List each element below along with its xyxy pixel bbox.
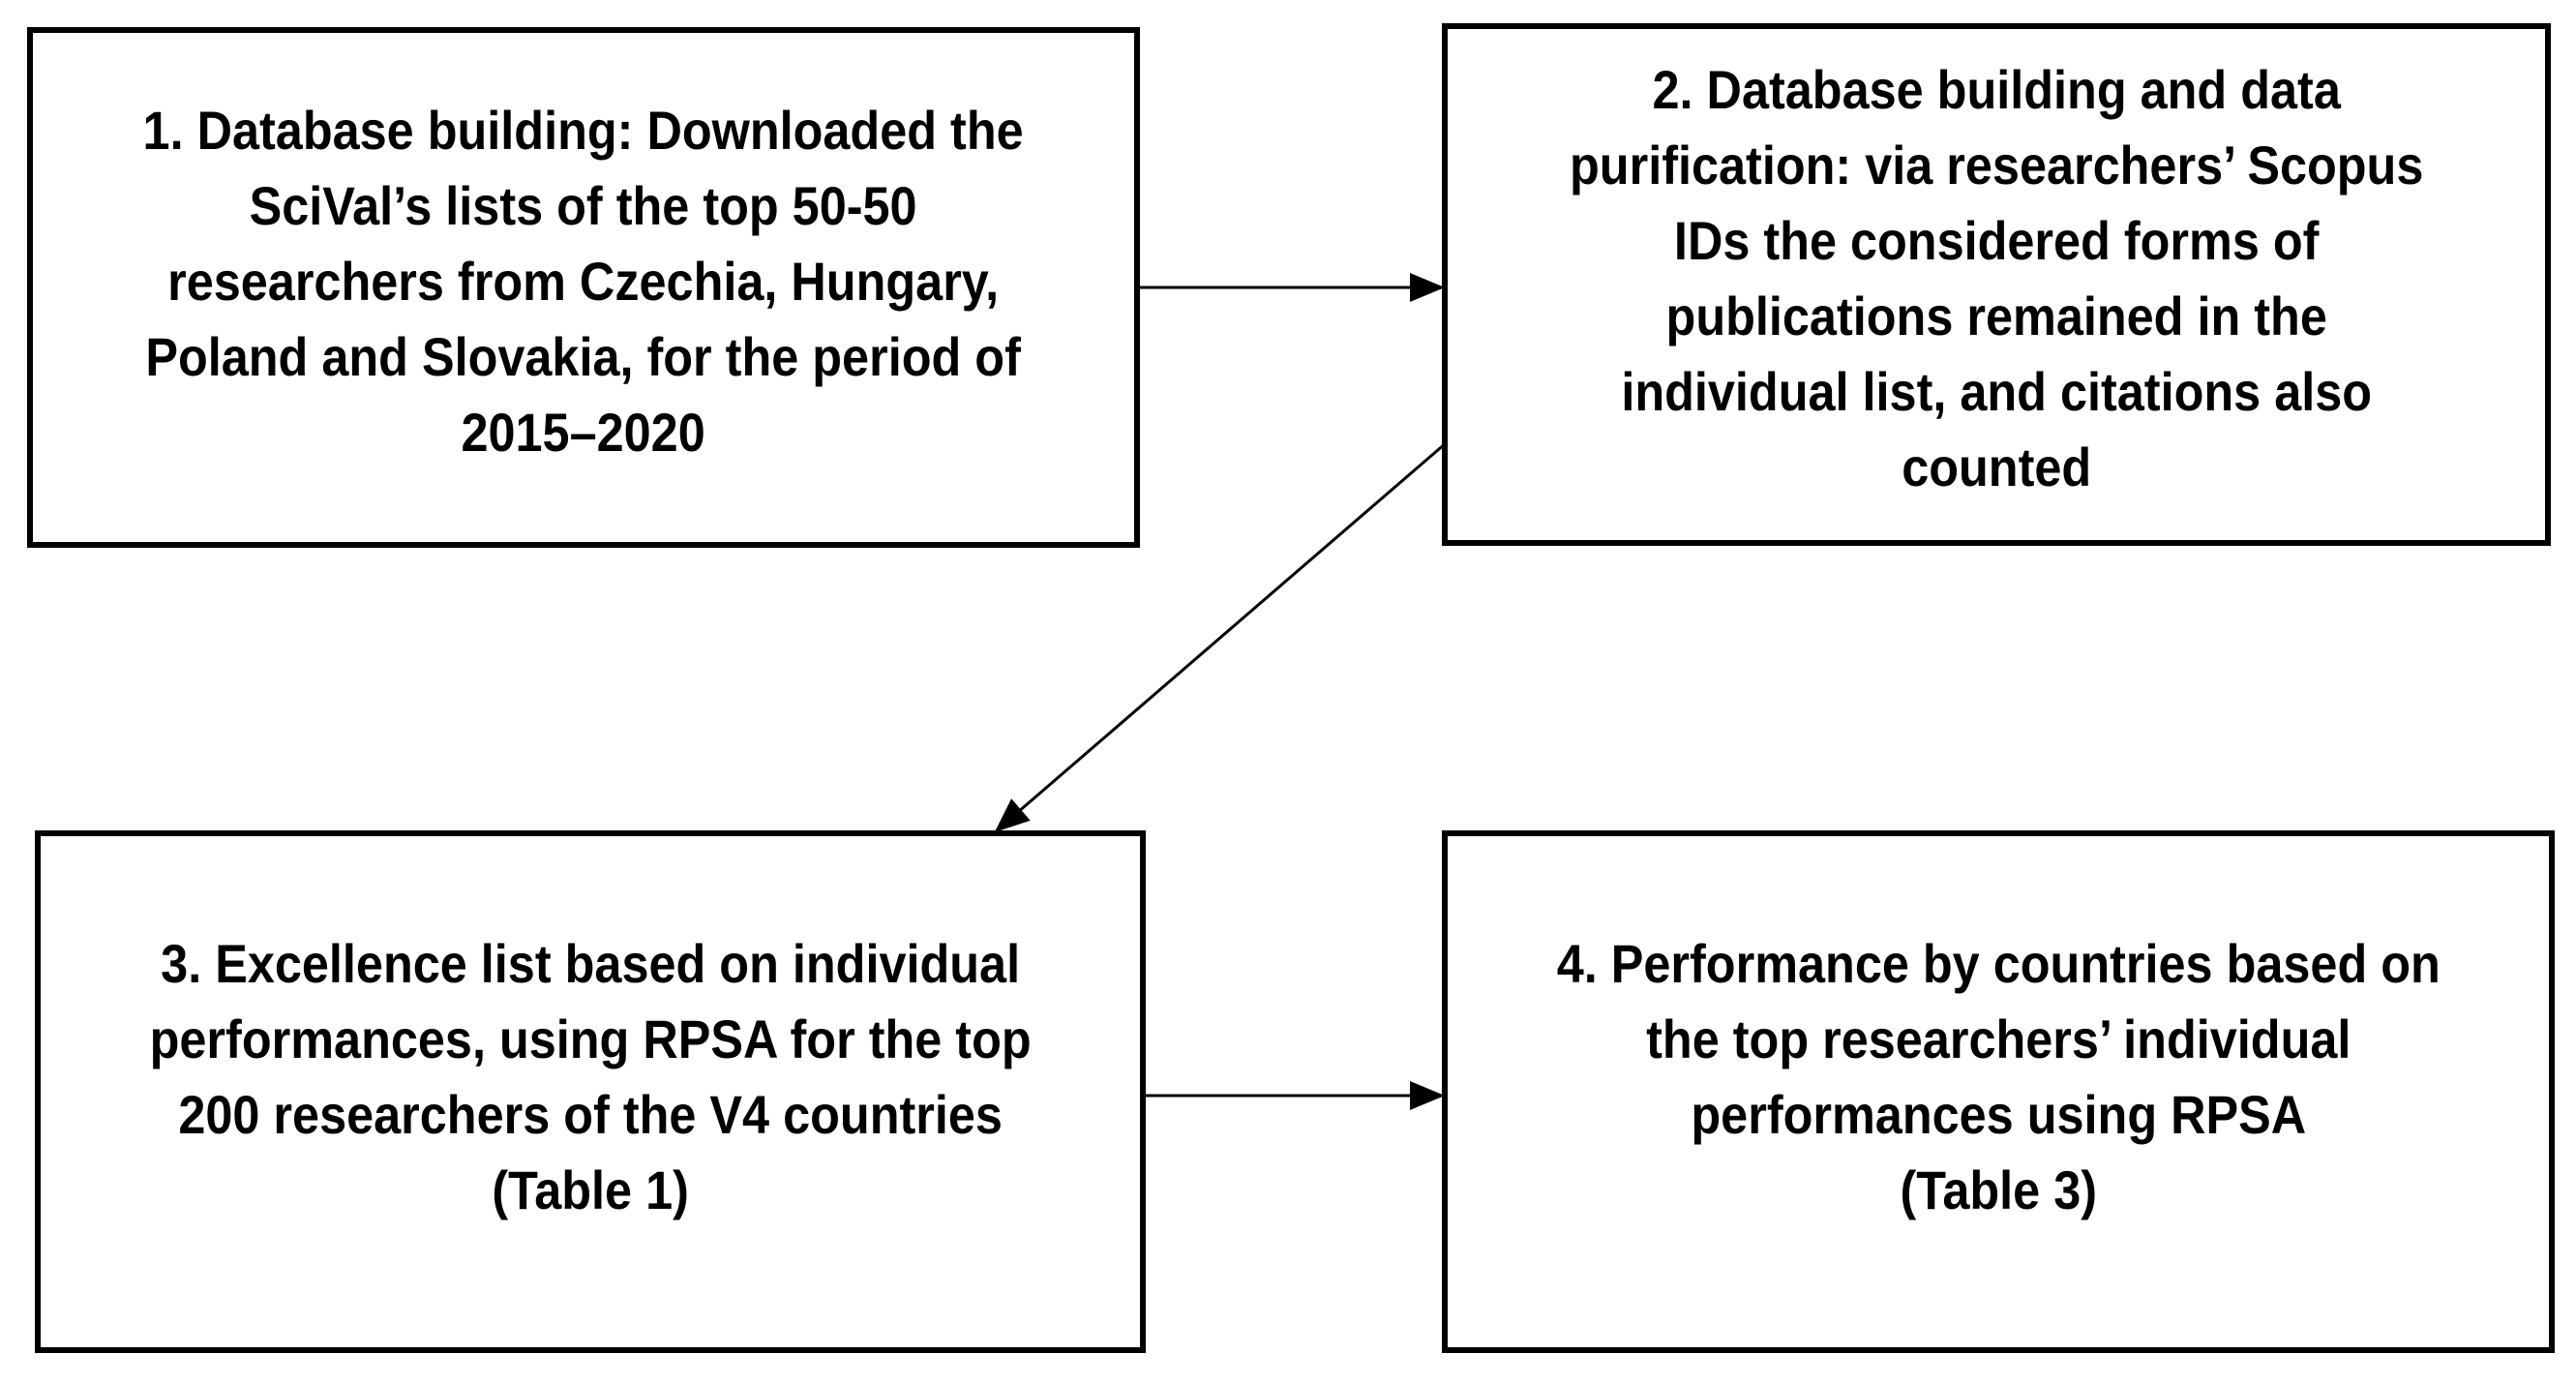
step-1-text: 1. Database building: Downloaded the SciVal’s lists of the top 50-50 researchers from Czechia, Hungary, Poland and Slovakia, for the period of 2015–2020 bbox=[142, 100, 1025, 463]
step-3-box bbox=[35, 830, 1146, 1353]
step-2-box bbox=[1442, 23, 2551, 546]
step-4-box bbox=[1442, 830, 2555, 1353]
step-4-text: 4. Performance by countries based on the top researchers’ individual performances using RPSA (Table 3) bbox=[1556, 933, 2441, 1220]
step-2-text: 2. Database building and data purification: via researchers’ Scopus IDs the considered forms of publications remained in the individual list, and citations also counted bbox=[1569, 59, 2424, 497]
step-3-text: 3. Excellence list based on individual performances, using RPSA for the top 200 researchers of the V4 countries (Table 1) bbox=[149, 933, 1032, 1220]
step-1-box bbox=[27, 27, 1140, 548]
